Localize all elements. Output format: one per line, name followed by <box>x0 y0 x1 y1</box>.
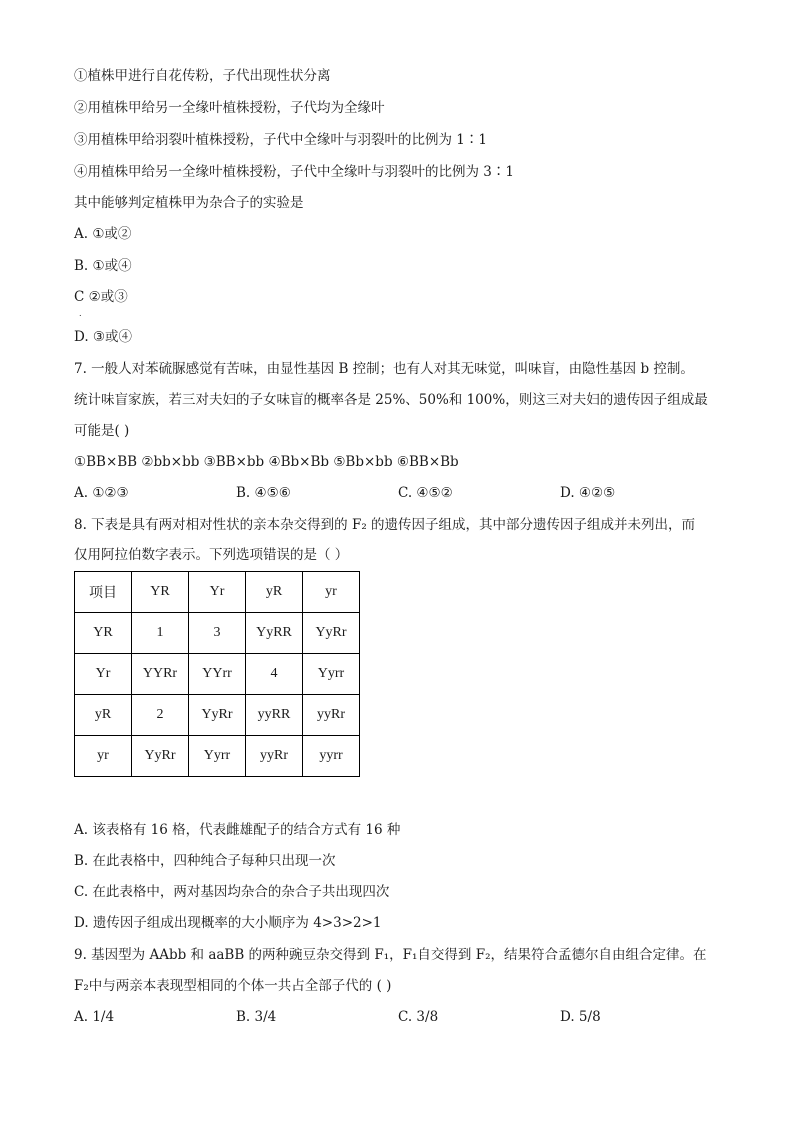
table-cell: 1 <box>132 613 189 654</box>
q6-statement-4: ④用植株甲给另一全缘叶植株授粉，子代中全缘叶与羽裂叶的比例为 3∶1 <box>74 164 514 180</box>
q9-option-a: A. 1/4 <box>74 1009 115 1025</box>
table-cell: YyRr <box>303 613 360 654</box>
table-cell: Yr <box>75 654 132 695</box>
q6-option-a: A. ①或② <box>74 226 132 242</box>
q8-option-d: D. 遗传因子组成出现概率的大小顺序为 4>3>2>1 <box>74 915 382 931</box>
q6-statement-3: ③用植株甲给羽裂叶植株授粉，子代中全缘叶与羽裂叶的比例为 1∶1 <box>74 132 487 148</box>
table-row <box>75 654 360 695</box>
q7-option-c: C. ④⑤② <box>398 485 453 501</box>
table-cell: Yr <box>189 572 246 613</box>
q6-statement-2: ②用植株甲给另一全缘叶植株授粉，子代均为全缘叶 <box>74 100 385 116</box>
q7-stem-line-3: 可能是( ) <box>74 423 130 439</box>
q6-option-b: B. ①或④ <box>74 258 132 274</box>
table-row <box>75 736 360 777</box>
table-cell: yyRr <box>303 695 360 736</box>
table-cell: YYrr <box>189 654 246 695</box>
table-cell: yR <box>75 695 132 736</box>
q7-option-d: D. ④②⑤ <box>560 485 616 501</box>
q9-option-c: C. 3/8 <box>398 1009 439 1025</box>
q8-stem-line-1: 8. 下表是具有两对相对性状的亲本杂交得到的 F₂ 的遗传因子组成，其中部分遗传因子组成并未列出，而 <box>74 517 696 533</box>
table-cell: 项目 <box>75 572 132 613</box>
table-cell: yr <box>303 572 360 613</box>
q8-stem-line-2: 仅用阿拉伯数字表示。下列选项错误的是（ ） <box>74 547 349 563</box>
q7-stem-line-2: 统计味盲家族，若三对夫妇的子女味盲的概率各是 25%、50%和 100%，则这三对夫妇的遗传因子组成最 <box>74 392 708 408</box>
table-cell: YyRR <box>246 613 303 654</box>
table-header-row <box>75 572 360 613</box>
q8-option-c: C. 在此表格中，两对基因均杂合的杂合子共出现四次 <box>74 884 390 900</box>
q8-option-a: A. 该表格有 16 格，代表雌雄配子的结合方式有 16 种 <box>74 822 401 838</box>
q7-option-b: B. ④⑤⑥ <box>236 485 291 501</box>
q7-stem-line-1: 7. 一般人对苯硫脲感觉有苦味，由显性基因 B 控制；也有人对其无味觉，叫味盲，由隐性基因 b 控制。 <box>74 361 694 377</box>
table-row <box>75 695 360 736</box>
table-cell: 3 <box>189 613 246 654</box>
q9-option-b: B. 3/4 <box>236 1009 277 1025</box>
q6-statement-1: ①植株甲进行自花传粉，子代出现性状分离 <box>74 68 331 84</box>
table-cell: yyRr <box>246 736 303 777</box>
table-cell: YR <box>75 613 132 654</box>
table-cell: yyrr <box>303 736 360 777</box>
table-cell: YyRr <box>189 695 246 736</box>
stray-dot: . <box>79 309 82 318</box>
table-cell: yR <box>246 572 303 613</box>
q9-stem-line-2: F₂中与两亲本表现型相同的个体一共占全部子代的 ( ) <box>74 978 392 994</box>
q7-cross-list: ①BB×BB ②bb×bb ③BB×bb ④Bb×Bb ⑤Bb×bb ⑥BB×Bb <box>74 454 459 470</box>
table-cell: 2 <box>132 695 189 736</box>
q6-stem: 其中能够判定植株甲为杂合子的实验是 <box>74 195 304 211</box>
table-cell: YR <box>132 572 189 613</box>
table-row <box>75 613 360 654</box>
table-cell: YyRr <box>132 736 189 777</box>
genotype-table <box>74 571 360 777</box>
table-cell: Yyrr <box>189 736 246 777</box>
table-cell: 4 <box>246 654 303 695</box>
q9-option-d: D. 5/8 <box>560 1009 601 1025</box>
q7-option-a: A. ①②③ <box>74 485 129 501</box>
table-cell: yyRR <box>246 695 303 736</box>
q6-option-d: D. ③或④ <box>74 329 133 345</box>
q6-option-c: C ②或③ <box>74 289 128 305</box>
q8-option-b: B. 在此表格中，四种纯合子每种只出现一次 <box>74 853 336 869</box>
table-cell: yr <box>75 736 132 777</box>
table-cell: Yyrr <box>303 654 360 695</box>
q9-stem-line-1: 9. 基因型为 AAbb 和 aaBB 的两种豌豆杂交得到 F₁，F₁自交得到 F₂，结果符合孟德尔自由组合定律。在 <box>74 947 707 963</box>
table-cell: YYRr <box>132 654 189 695</box>
